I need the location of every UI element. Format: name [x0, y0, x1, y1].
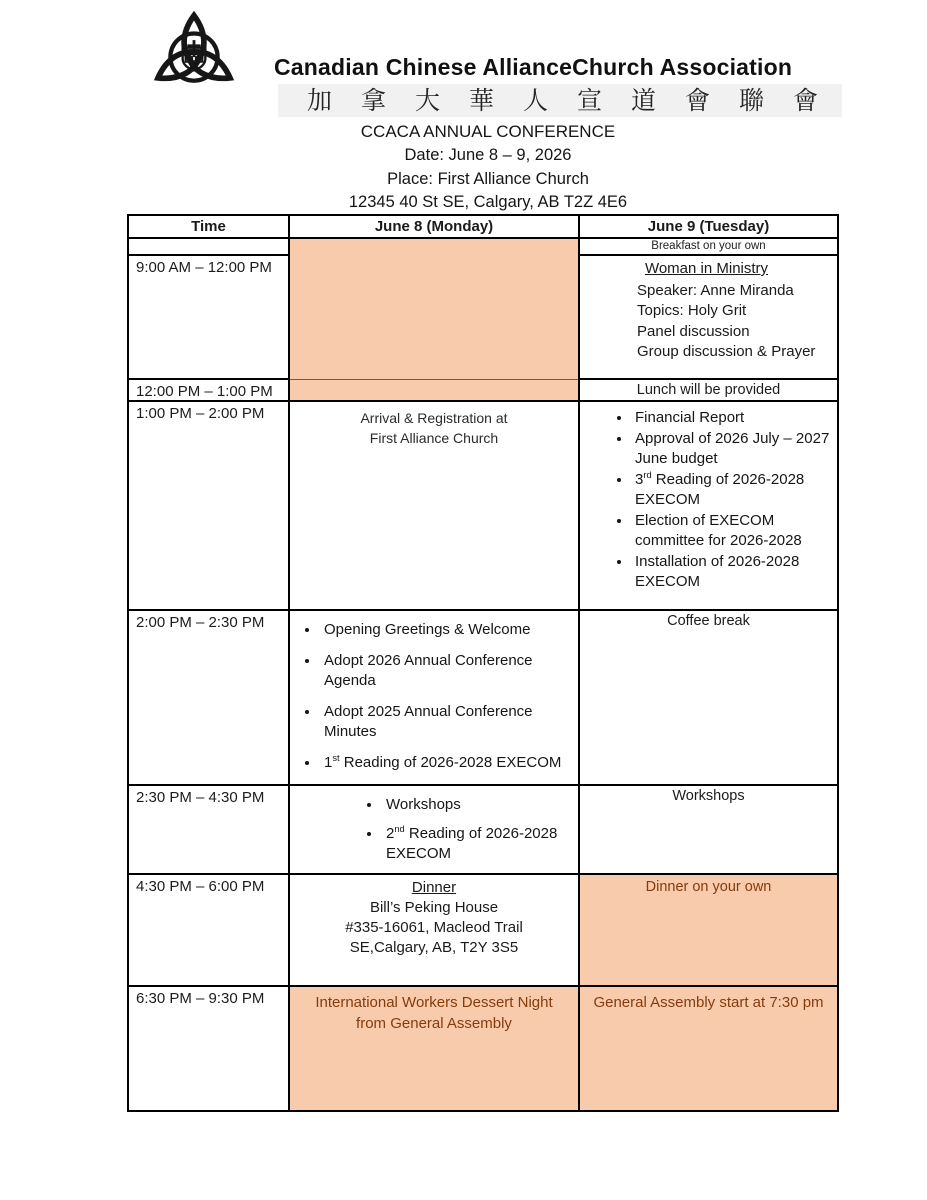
trinity-knot-logo-icon — [146, 8, 242, 110]
ccaca-logo — [146, 8, 242, 110]
business-agenda-list — [580, 408, 837, 593]
time-cell-lunch: 12:00 PM – 1:00 PM — [128, 379, 289, 401]
june9-lunch-cell: Lunch will be provided — [579, 379, 838, 401]
column-header-june9: June 9 (Tuesday) — [579, 215, 838, 238]
conference-title: CCACA ANNUAL CONFERENCE — [360, 122, 616, 141]
row-lunch — [128, 379, 838, 401]
time-cell-opening: 2:00 PM – 2:30 PM — [128, 610, 289, 785]
conference-header-block — [128, 120, 848, 215]
june9-breakfast-cell: Breakfast on your own — [579, 238, 838, 255]
june8-lunch-blank-cell — [289, 379, 579, 401]
june8-dinner-cell — [289, 874, 579, 986]
agenda-bullet-item: • 3rd Reading of 2026-2028 EXECOM — [632, 470, 837, 511]
time-cell-morning: 9:00 AM – 12:00 PM — [128, 255, 289, 379]
workshops-agenda-list — [290, 795, 578, 864]
june9-workshops-cell: Workshops — [579, 785, 838, 874]
row-opening-session — [128, 610, 838, 785]
agenda-bullet-item: • Adopt 2026 Annual Conference Agenda — [320, 651, 578, 691]
schedule-table — [127, 214, 839, 1112]
agenda-bullet-item: • Approval of 2026 July – 2027 June budget — [632, 429, 837, 470]
june9-morning-cell — [579, 255, 838, 379]
june9-coffee-break-cell: Coffee break — [579, 610, 838, 785]
june9-evening-cell: General Assembly start at 7:30 pm — [579, 986, 838, 1111]
agenda-bullet-item: • Financial Report — [632, 408, 837, 429]
agenda-bullet-item: • Adopt 2025 Annual Conference Minutes — [320, 702, 578, 742]
woman-in-ministry-heading: Woman in Ministry — [644, 260, 769, 277]
dinner-details — [290, 898, 578, 958]
column-header-time: Time — [128, 215, 289, 238]
conference-date: Date: June 8 – 9, 2026 — [404, 146, 572, 164]
table-header-row — [128, 215, 838, 238]
time-cell-dinner: 4:30 PM – 6:00 PM — [128, 874, 289, 986]
row-breakfast — [128, 238, 838, 255]
association-title: Canadian Chinese AllianceChurch Association — [274, 54, 793, 80]
conference-address: 12345 40 St SE, Calgary, AB T2Z 4E6 — [348, 193, 628, 211]
agenda-bullet-item: • Election of EXECOM committee for 2026-2028 — [632, 511, 837, 552]
evening-event-line: International Workers Dessert Night — [315, 994, 553, 1011]
time-cell-evening: 6:30 PM – 9:30 PM — [128, 986, 289, 1111]
agenda-bullet-item: • Installation of 2026-2028 EXECOM — [632, 552, 837, 593]
row-workshops — [128, 785, 838, 874]
agenda-bullet-item: • 1st Reading of 2026-2028 EXECOM — [320, 753, 578, 773]
dinner-heading: Dinner — [411, 879, 457, 896]
agenda-bullet-item: • Opening Greetings & Welcome — [320, 620, 578, 640]
woman-in-ministry-details — [580, 281, 833, 363]
agenda-bullet-item: • Workshops — [382, 795, 578, 815]
time-cell-registration: 1:00 PM – 2:00 PM — [128, 401, 289, 610]
june8-registration-cell — [289, 401, 579, 610]
conference-place: Place: First Alliance Church — [387, 169, 589, 188]
agenda-bullet-item: • 2nd Reading of 2026-2028 EXECOM — [382, 824, 578, 864]
evening-event-line: from General Assembly — [356, 1015, 512, 1032]
row-registration — [128, 401, 838, 610]
session-detail-line: Panel discussion — [637, 322, 750, 340]
row-evening — [128, 986, 838, 1111]
time-cell-breakfast — [128, 238, 289, 255]
column-header-june8: June 8 (Monday) — [289, 215, 579, 238]
june9-dinner-cell: Dinner on your own — [579, 874, 838, 986]
time-cell-workshops: 2:30 PM – 4:30 PM — [128, 785, 289, 874]
opening-agenda-list — [290, 620, 578, 773]
registration-line: Arrival & Registration at — [360, 410, 508, 426]
june8-opening-cell — [289, 610, 579, 785]
session-detail-line: Speaker: Anne Miranda — [637, 281, 794, 299]
association-title-chinese: 加拿大華人宣道會聯會 — [278, 84, 842, 117]
dinner-detail-line: #335-16061, Macleod Trail — [345, 919, 523, 936]
june9-business-cell — [579, 401, 838, 610]
row-dinner — [128, 874, 838, 986]
evening-event-lines — [290, 992, 578, 1034]
session-detail-line: Group discussion & Prayer — [637, 343, 816, 360]
dinner-detail-line: Bill’s Peking House — [369, 899, 499, 916]
dinner-detail-line: SE,Calgary, AB, T2Y 3S5 — [349, 939, 519, 956]
registration-lines — [290, 402, 578, 448]
june8-workshops-cell — [289, 785, 579, 874]
june8-evening-cell — [289, 986, 579, 1111]
registration-line: First Alliance Church — [369, 430, 499, 446]
session-detail-line: Topics: Holy Grit — [637, 302, 747, 319]
june8-morning-blank-cell — [289, 238, 579, 379]
